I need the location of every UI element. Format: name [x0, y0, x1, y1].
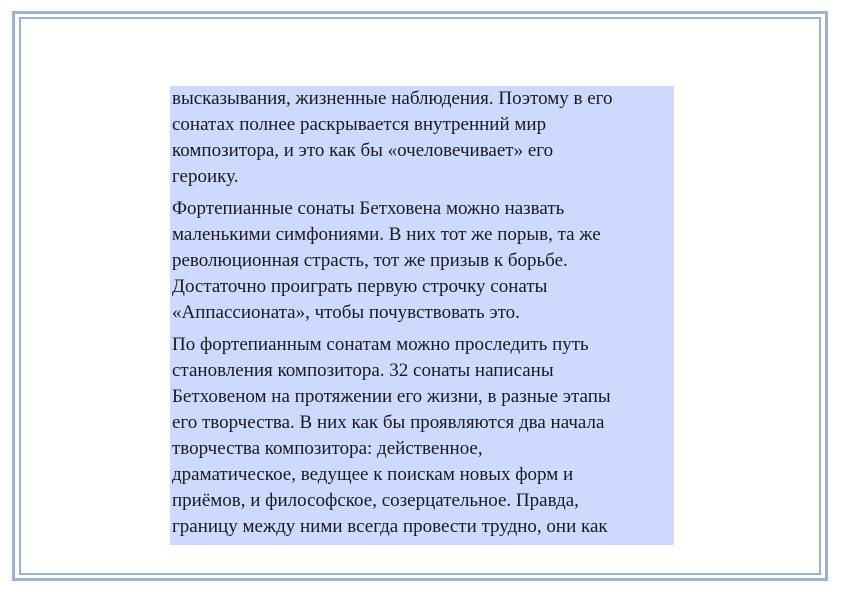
- text-line: высказывания, жизненные наблюдения. Поэтому в его: [172, 88, 613, 109]
- text-line: революционная страсть, тот же призыв к борьбе.: [172, 250, 568, 271]
- text-line: Фортепианные сонаты Бетховена можно назвать: [172, 198, 565, 219]
- text-line: драматическое, ведущее к поискам новых форм и: [172, 464, 574, 485]
- text-line: его творчества. В них как бы проявляются два начала: [172, 412, 605, 433]
- text-line: границу между ними всегда провести трудно, они как: [172, 516, 608, 537]
- text-line: сонатах полнее раскрывается внутренний мир: [172, 114, 547, 135]
- text-line: Достаточно проиграть первую строчку сонаты: [172, 276, 548, 297]
- paragraph-2: [172, 196, 674, 326]
- text-line: становления композитора. 32 сонаты написаны: [172, 360, 554, 381]
- text-line: «Аппассионата», чтобы почувствовать это.: [172, 302, 520, 323]
- paragraph-3: [172, 332, 674, 540]
- text-line: Бетховеном на протяжении его жизни, в разные этапы: [172, 386, 611, 407]
- text-line: творчества композитора: действенное,: [172, 438, 483, 459]
- text-line: приёмов, и философское, созерцательное. Правда,: [172, 490, 579, 511]
- paragraph-1: [172, 86, 674, 190]
- text-line: композитора, и это как бы «очеловечивает» его: [172, 140, 554, 161]
- text-line: героику.: [172, 166, 239, 187]
- text-line: маленькими симфониями. В них тот же порыв, та же: [172, 224, 601, 245]
- text-block[interactable]: [170, 86, 674, 545]
- text-line: По фортепианным сонатам можно проследить путь: [172, 334, 589, 355]
